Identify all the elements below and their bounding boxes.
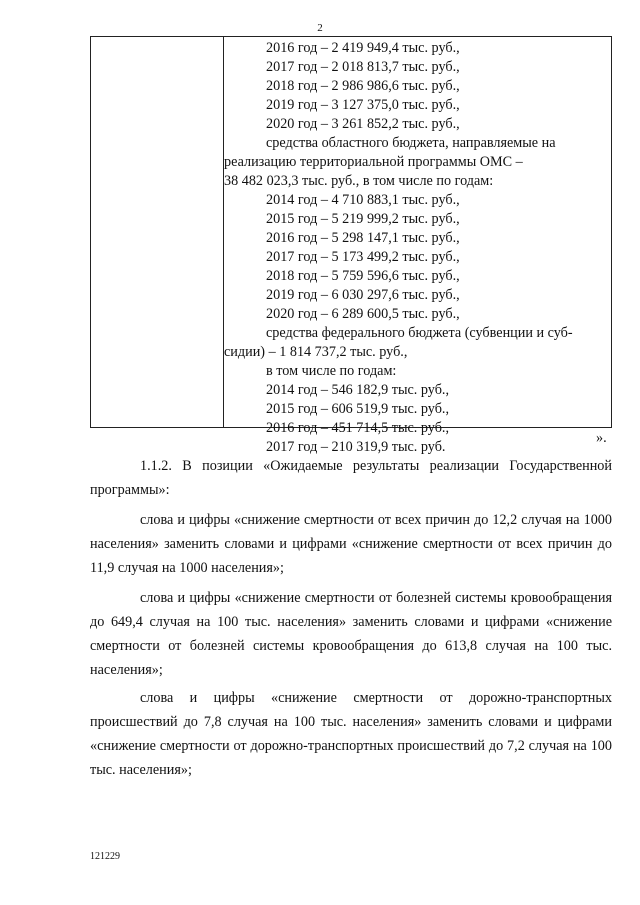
table-line: в том числе по годам: [266, 363, 397, 379]
table-line: 2015 год – 606 519,9 тыс. руб., [266, 401, 450, 417]
table-line: 38 482 023,3 тыс. руб., в том числе по годам: [224, 173, 494, 189]
table-line: 2019 год – 3 127 375,0 тыс. руб., [266, 97, 460, 113]
closing-quote: ». [596, 430, 607, 446]
paragraph-all-causes [90, 508, 612, 580]
table-line: 2017 год – 210 319,9 тыс. руб. [266, 439, 446, 455]
paragraph-text: 1.1.2. В позиции «Ожидаемые результаты реализации Государственной программы»: [90, 458, 612, 498]
table-line: 2020 год – 6 289 600,5 тыс. руб., [266, 306, 460, 322]
table-line: средства федерального бюджета (субвенции и суб- [266, 325, 573, 341]
paragraph-1-1-2 [90, 454, 612, 502]
paragraph-circulatory [90, 586, 612, 682]
table-line: 2014 год – 546 182,9 тыс. руб., [266, 382, 450, 398]
table-line: 2017 год – 2 018 813,7 тыс. руб., [266, 59, 460, 75]
document-code: 121229 [90, 851, 120, 862]
paragraph-road-accidents [90, 686, 612, 782]
table-line: реализацию территориальной программы ОМС – [224, 154, 523, 170]
table-line: сидии) – 1 814 737,2 тыс. руб., [224, 344, 408, 360]
table-line: 2016 год – 2 419 949,4 тыс. руб., [266, 40, 460, 56]
table-line: 2018 год – 5 759 596,6 тыс. руб., [266, 268, 460, 284]
paragraph-text: слова и цифры «снижение смертности от дорожно-транспортных происшествий до 7,8 случая на 100 тыс. населения» заменить словами и цифрами «снижение смертности от дорожно-транспортных происшествий до 7,2 случая на 100 тыс. населения»; [90, 690, 612, 778]
table-line: 2017 год – 5 173 499,2 тыс. руб., [266, 249, 460, 265]
table-line: 2018 год – 2 986 986,6 тыс. руб., [266, 78, 460, 94]
table-line: средства областного бюджета, направляемые на [266, 135, 556, 151]
table-line: 2020 год – 3 261 852,2 тыс. руб., [266, 116, 460, 132]
table-line: 2019 год – 6 030 297,6 тыс. руб., [266, 287, 460, 303]
budget-table [90, 36, 612, 455]
paragraph-text: слова и цифры «снижение смертности от болезней системы кровообращения до 649,4 случая на 100 тыс. населения» заменить словами и цифрами «снижение смертности от болезней системы кровообращения до 613,8 случая на 100 тыс. населения»; [90, 590, 612, 678]
table-line: 2016 год – 5 298 147,1 тыс. руб., [266, 230, 460, 246]
table-line: 2015 год – 5 219 999,2 тыс. руб., [266, 211, 460, 227]
paragraph-text: слова и цифры «снижение смертности от всех причин до 12,2 случая на 1000 населения» заменить словами и цифрами «снижение смертности от всех причин до 11,9 случая на 1000 населения»; [90, 512, 612, 576]
page-number: 2 [317, 22, 323, 34]
table-cell-content [224, 39, 607, 457]
table-line: 2014 год – 4 710 883,1 тыс. руб., [266, 192, 460, 208]
table-line: 2016 год – 451 714,5 тыс. руб., [266, 420, 450, 436]
